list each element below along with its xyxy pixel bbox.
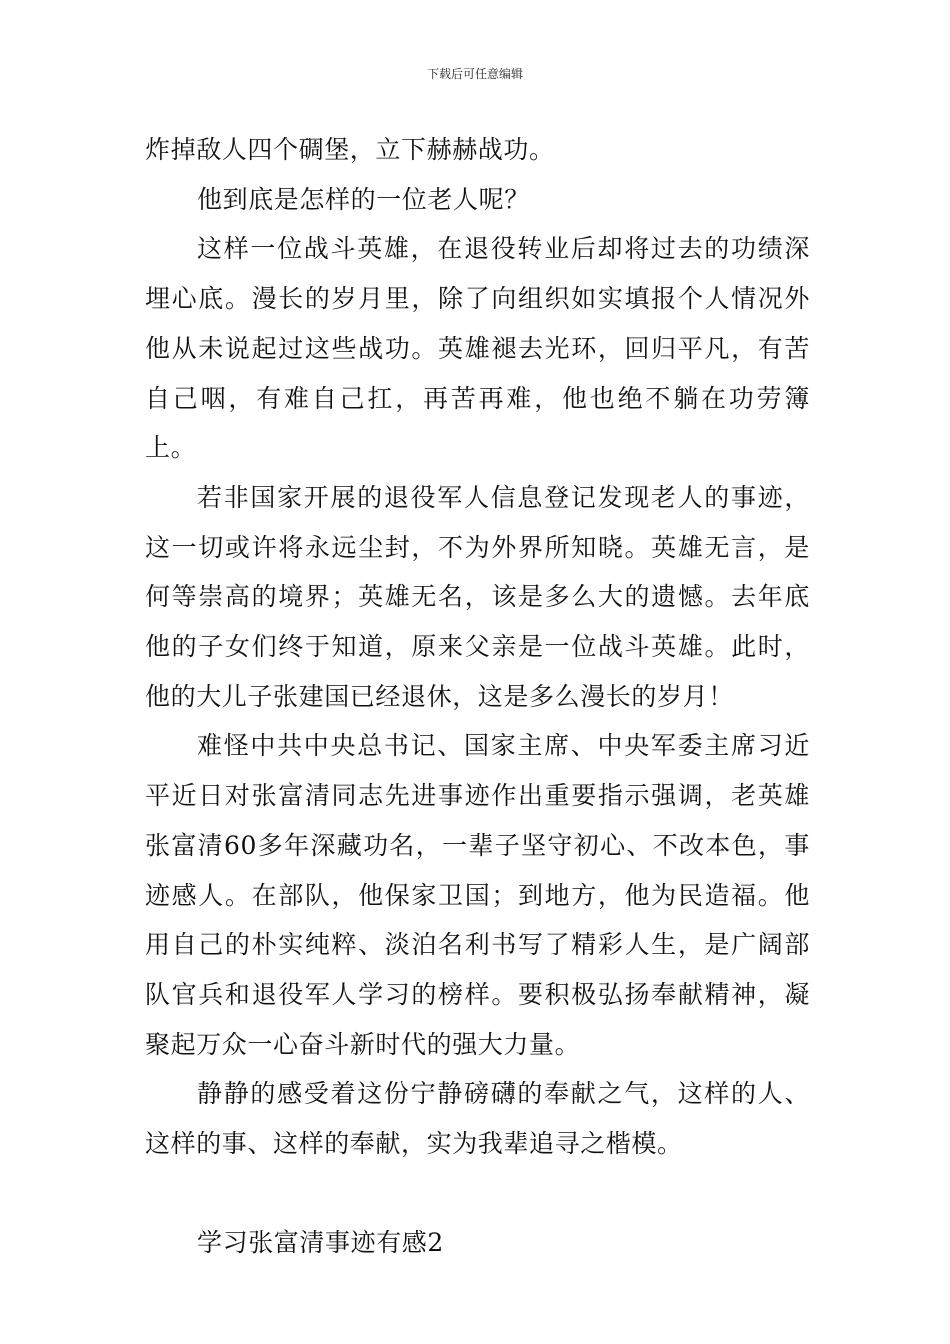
- paragraph: 若非国家开展的退役军人信息登记发现老人的事迹，这一切或许将永远尘封，不为外界所知晓。英雄无言，是何等崇高的境界；英雄无名，该是多么大的遗憾。去年底他的子女们终于知道，原来父亲是一位战斗英雄。此时，他的大儿子张建国已经退休，这是多么漫长的岁月！: [145, 482, 810, 711]
- paragraph-continuation: 炸掉敌人四个碉堡，立下赫赫战功。: [145, 135, 555, 164]
- paragraph: 这样一位战斗英雄，在退役转业后却将过去的功绩深埋心底。漫长的岁月里，除了向组织如实填报个人情况外他从未说起过这些战功。英雄褪去光环，回归平凡，有苦自己咽，有难自己扛，再苦再难，他也绝不躺在功劳簿上。: [145, 234, 810, 463]
- paragraph: 他到底是怎样的一位老人呢？: [197, 184, 530, 214]
- paragraph: 难怪中共中央总书记、国家主席、中央军委主席习近平近日对张富清同志先进事迹作出重要指示强调，老英雄张富清60多年深藏功名，一辈子坚守初心、不改本色，事迹感人。在部队，他保家卫国；到地方，他为民造福。他用自己的朴实纯粹、淡泊名利书写了精彩人生，是广阔部队官兵和退役军人学习的榜样。要积极弘扬奉献精神，凝聚起万众一心奋斗新时代的强大力量。: [145, 731, 810, 1059]
- paragraph: 静静的感受着这份宁静磅礴的奉献之气，这样的人、这样的事、这样的奉献，实为我辈追寻之楷模。: [145, 1079, 810, 1159]
- section-heading: 学习张富清事迹有感2: [197, 1228, 444, 1258]
- page-header-note: 下载后可任意编辑: [426, 67, 523, 81]
- document-body: [145, 125, 810, 1268]
